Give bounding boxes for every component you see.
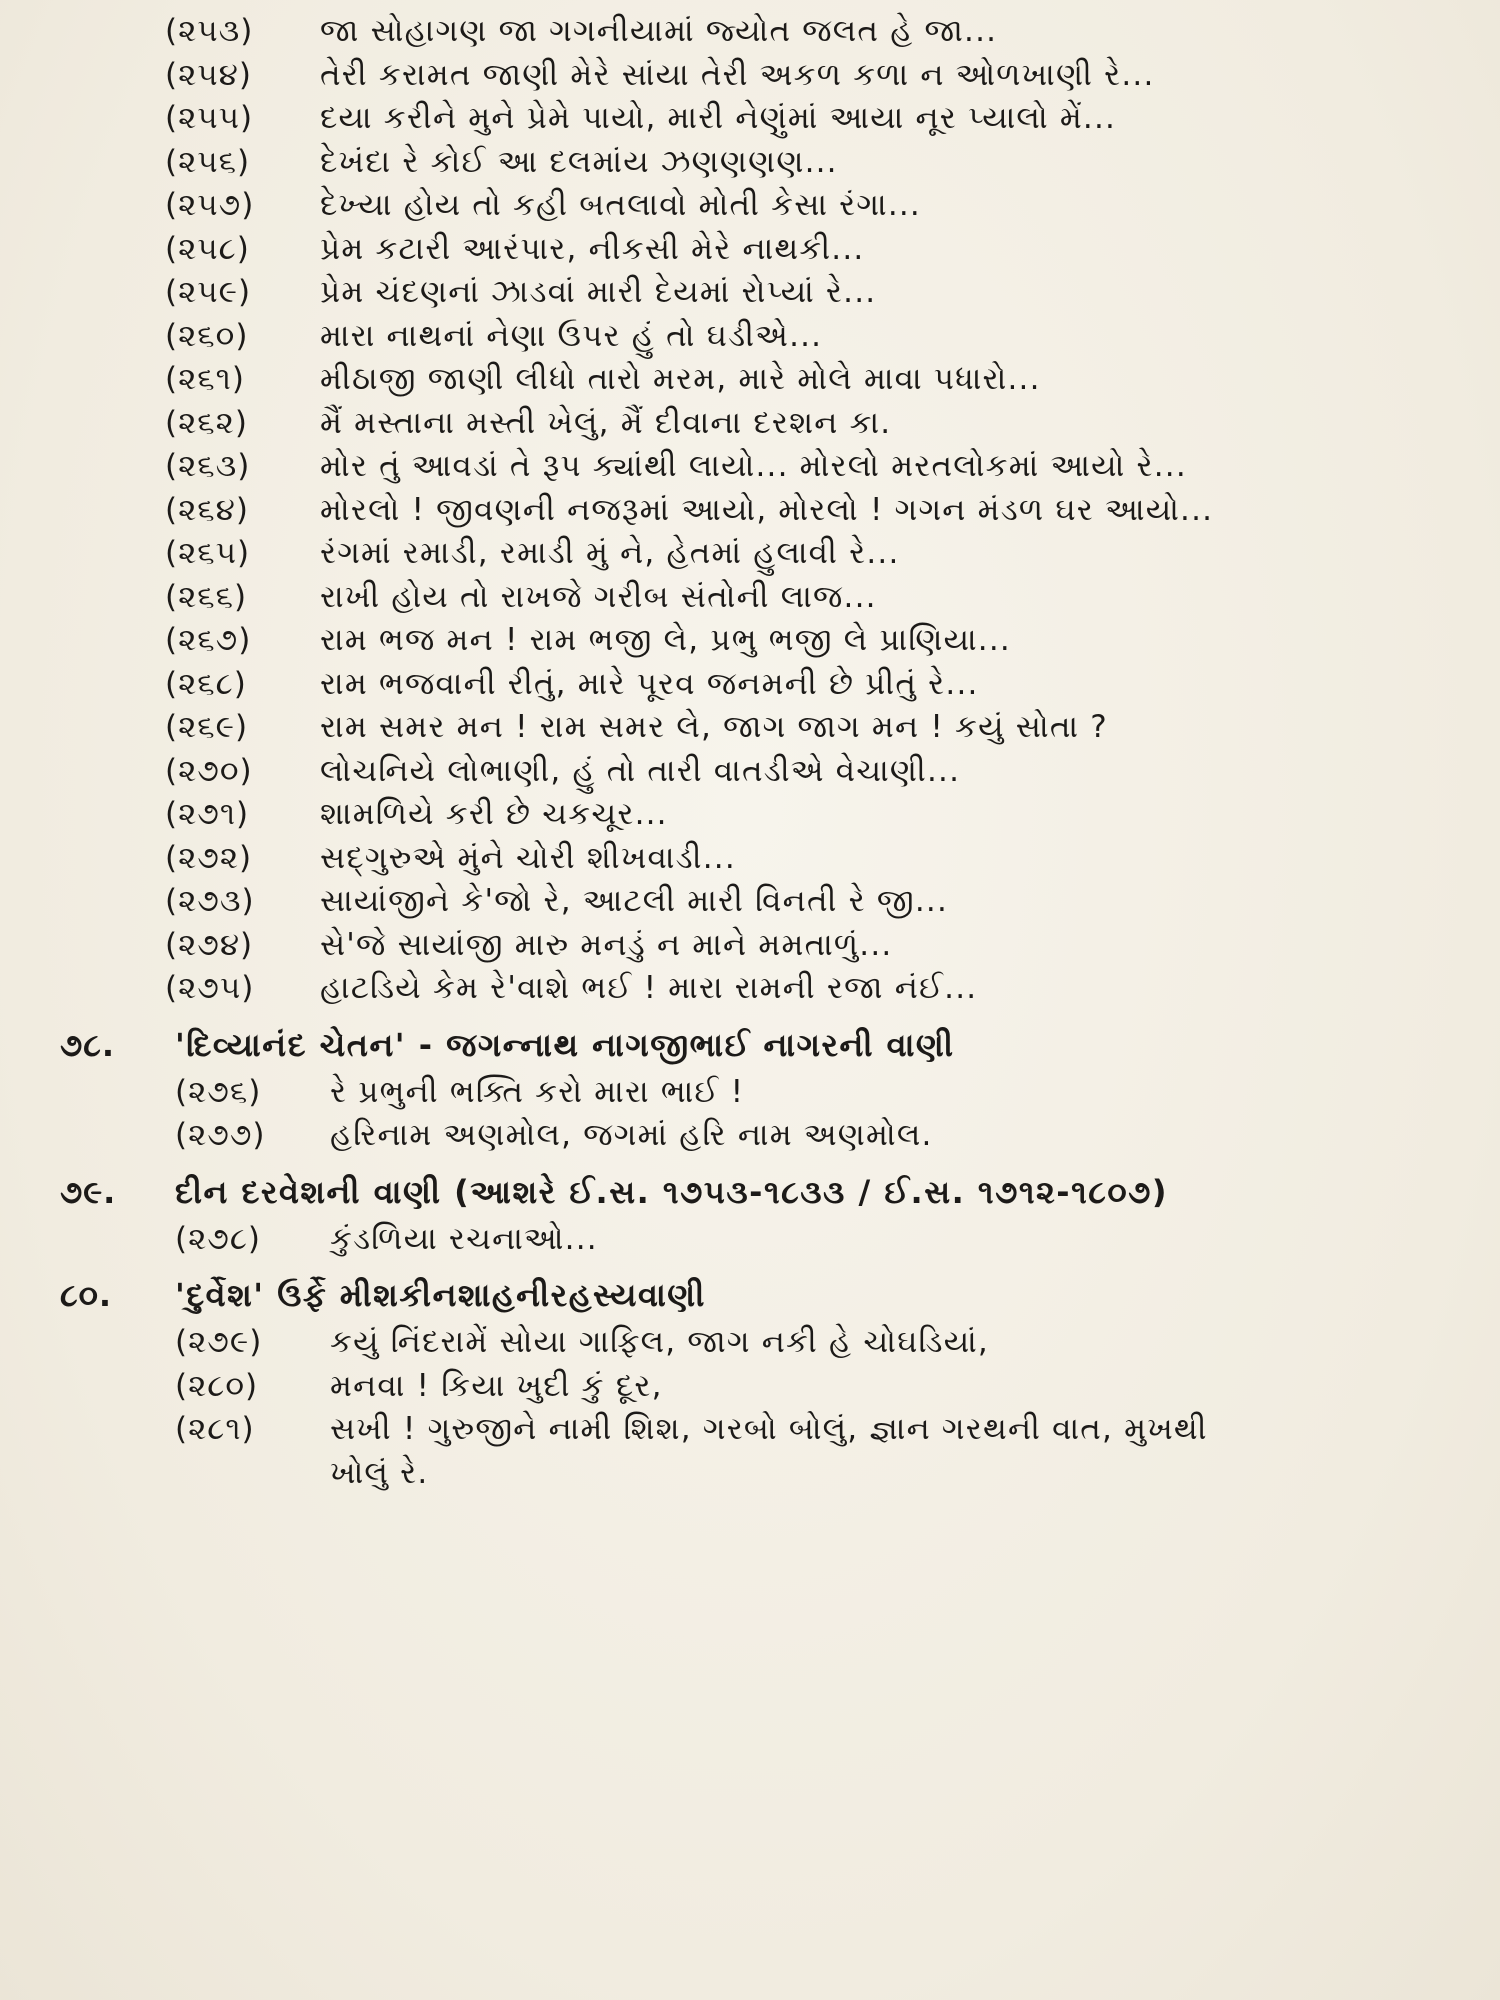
list-item [0,1218,1500,1262]
list-item [0,271,1500,315]
list-item [0,141,1500,185]
list-item [0,793,1500,837]
list-item [0,358,1500,402]
list-item [0,706,1500,750]
entry-text: શામળિયે કરી છે ચકચૂર... [320,796,668,832]
list-item [0,576,1500,620]
entry-text: દયા કરીને મુને પ્રેમે પાયો, મારી નેણુંમાં આયા નૂર પ્યાલો મેં... [320,100,1117,136]
entry-list-main [0,10,1500,1011]
section-title: 'દિવ્યાનંદ ચેતન' - જગન્નાથ નાગજીભાઈ નાગરની વાણી [175,1025,955,1064]
entry-text: પ્રેમ કટારી આરંપાર, નીકસી મેરે નાથકી... [320,230,865,267]
list-item [0,97,1500,141]
entry-text: રામ સમર મન ! રામ સમર લે, જાગ જાગ મન ! કયું સોતા ? [320,709,1108,745]
entry-number: (૨૬૮) [165,665,247,702]
list-item [0,445,1500,489]
entry-text: મીઠાજી જાણી લીધો તારો મરમ, મારે મોલે માવા પધારો... [320,361,1041,397]
entry-text: મોર તું આવડાં તે રૂપ ક્યાંથી લાયો... મોરલો મરતલોકમાં આયો રે... [320,448,1187,484]
entry-number: (૨૫૮) [165,230,250,267]
entry-number: (૨૫૬) [165,143,251,180]
entry-number: (૨૫૫) [165,100,254,136]
entry-number: (૨૫૩) [165,13,254,49]
entry-text: કુંડળિયા રચનાઓ... [330,1220,598,1257]
list-item [0,315,1500,359]
entry-number: (૨૭૭) [175,1117,266,1153]
entry-number: (૨૬૭) [165,622,252,658]
entry-text: લોચનિયે લોભાણી, હું તો તારી વાતડીએ વેચાણી... [320,752,961,789]
section-heading-79 [0,1166,1500,1218]
entry-number: (૨૫૯) [165,274,252,310]
entry-number: (૨૭૪) [165,926,254,963]
entry-text: સે'જે સાયાંજી મારુ મનડું ન માને મમતાળું... [320,926,893,963]
entry-number: (૨૭૫) [165,970,255,1006]
entry-number: (૨૭૨) [165,839,253,876]
entry-text: રામ ભજ મન ! રામ ભજી લે, પ્રભુ ભજી લે પ્રાણિયા... [320,622,1011,658]
entry-number: (૨૬૦) [165,317,249,354]
entry-number: (૨૬૯) [165,709,249,745]
entry-text: રે પ્રભુની ભક્તિ કરો મારા ભાઈ ! [330,1073,745,1110]
entry-text: રંગમાં રમાડી, રમાડી મું ને, હેતમાં હુલાવી રે... [320,535,900,571]
list-item [0,619,1500,663]
entry-number: (૨૭૦) [165,752,253,789]
list-item [0,10,1500,54]
list-item [0,837,1500,881]
entry-text: સખી ! ગુરુજીને નામી શિશ, ગરબો બોલું, જ્ઞાન ગરથની વાત, મુખથી [330,1411,1208,1447]
entry-text: સદ્‌ગુરુએ મુંને ચોરી શીખવાડી... [320,839,736,876]
list-item [0,1071,1500,1115]
entry-number: (૨૮૦) [175,1367,259,1404]
section-heading-78 [0,1019,1500,1071]
entry-list-78 [0,1071,1500,1158]
entry-text: હરિનામ અણમોલ, જગમાં હરિ નામ અણમોલ. [330,1117,933,1153]
list-item [0,54,1500,98]
entry-text: જા સોહાગણ જા ગગનીયામાં જ્યોત જલત હે જા... [320,13,998,49]
list-item [0,489,1500,533]
entry-number: (૨૬૬) [165,578,248,615]
entry-text: તેરી કરામત જાણી મેરે સાંયા તેરી અકળ કળા ન ઓળખાણી રે... [320,56,1155,93]
list-item [0,532,1500,576]
entry-number: (૨૭૧) [165,796,250,832]
entry-number: (૨૬૩) [165,448,251,484]
list-item [0,967,1500,1011]
entry-number: (૨૮૧) [175,1411,255,1447]
list-item [0,228,1500,272]
section-heading-80 [0,1269,1500,1321]
entry-text: રામ ભજવાની રીતું, મારે પૂરવ જનમની છે પ્રીતું રે... [320,665,979,702]
entry-number: (૨૬૫) [165,535,251,571]
entry-number: (૨૭૬) [175,1073,262,1110]
entry-text: મનવા ! કિયા ખુદી કું દૂર, [330,1367,663,1404]
entry-number: (૨૭૩) [165,883,255,919]
list-item [0,1365,1500,1409]
entry-text: કયું નિંદરામેં સોયા ગાફિલ, જાગ નકી હે ચોઘડિયાં, [330,1324,989,1360]
entry-text: દેખંદા રે કોઈ આ દલમાંય ઝણણણણ... [320,143,838,180]
entry-number: (૨૭૯) [175,1324,263,1360]
entry-number: (૨૬૧) [165,361,245,397]
list-item [0,880,1500,924]
entry-list-80 [0,1321,1500,1452]
section-title: દીન દરવેશની વાણી (આશરે ઈ.સ. ૧૭૫૩-૧૮૩૩ / ઈ.સ. ૧૭૧૨-૧૮૦૭) [175,1172,1168,1211]
entry-number: (૨૫૭) [165,187,255,223]
entry-text: મારા નાથનાં નેણા ઉપર હું તો ઘડીએ... [320,317,823,354]
list-item [0,750,1500,794]
page-content [0,10,1500,1495]
list-item [0,184,1500,228]
list-item [0,1408,1500,1452]
entry-number: (૨૭૮) [175,1220,261,1257]
entry-text: પ્રેમ ચંદણનાં ઝાડવાં મારી દેયમાં રોપ્યાં રે... [320,274,877,310]
entry-text: મૈં મસ્તાના મસ્તી ખેલું, મૈં દીવાના દરશન કા. [320,404,892,441]
list-item [0,1321,1500,1365]
entry-text: હાટડિયે કેમ રે'વાશે ભઈ ! મારા રામની રજા નંઈ... [320,970,978,1006]
list-item [0,663,1500,707]
entry-number: (૨૬૪) [165,491,249,528]
entry-number: (૨૫૪) [165,56,252,93]
entry-text: દેખ્યા હોય તો કહી બતલાવો મોતી કેસા રંગા... [320,187,921,223]
list-item [0,924,1500,968]
entry-number: (૨૬૨) [165,404,248,441]
entry-list-79 [0,1218,1500,1262]
list-item [0,402,1500,446]
section-number: ૮૦. [60,1276,113,1314]
section-number: ૭૯. [60,1172,117,1211]
section-title: 'દુર્વેશ' ઉર્ફે મીશકીનશાહનીરહસ્યવાણી [175,1276,706,1314]
section-number: ૭૮. [60,1025,115,1064]
entry-text: રાખી હોય તો રાખજે ગરીબ સંતોની લાજ... [320,578,877,615]
list-item [0,1114,1500,1158]
entry-text: સાયાંજીને કે'જો રે, આટલી મારી વિનતી રે જી... [320,883,949,919]
entry-continuation-line: ખોલું રે. [330,1454,429,1491]
entry-text: મોરલો ! જીવણની નજરૂમાં આયો, મોરલો ! ગગન મંડળ ઘર આયો... [320,491,1214,528]
